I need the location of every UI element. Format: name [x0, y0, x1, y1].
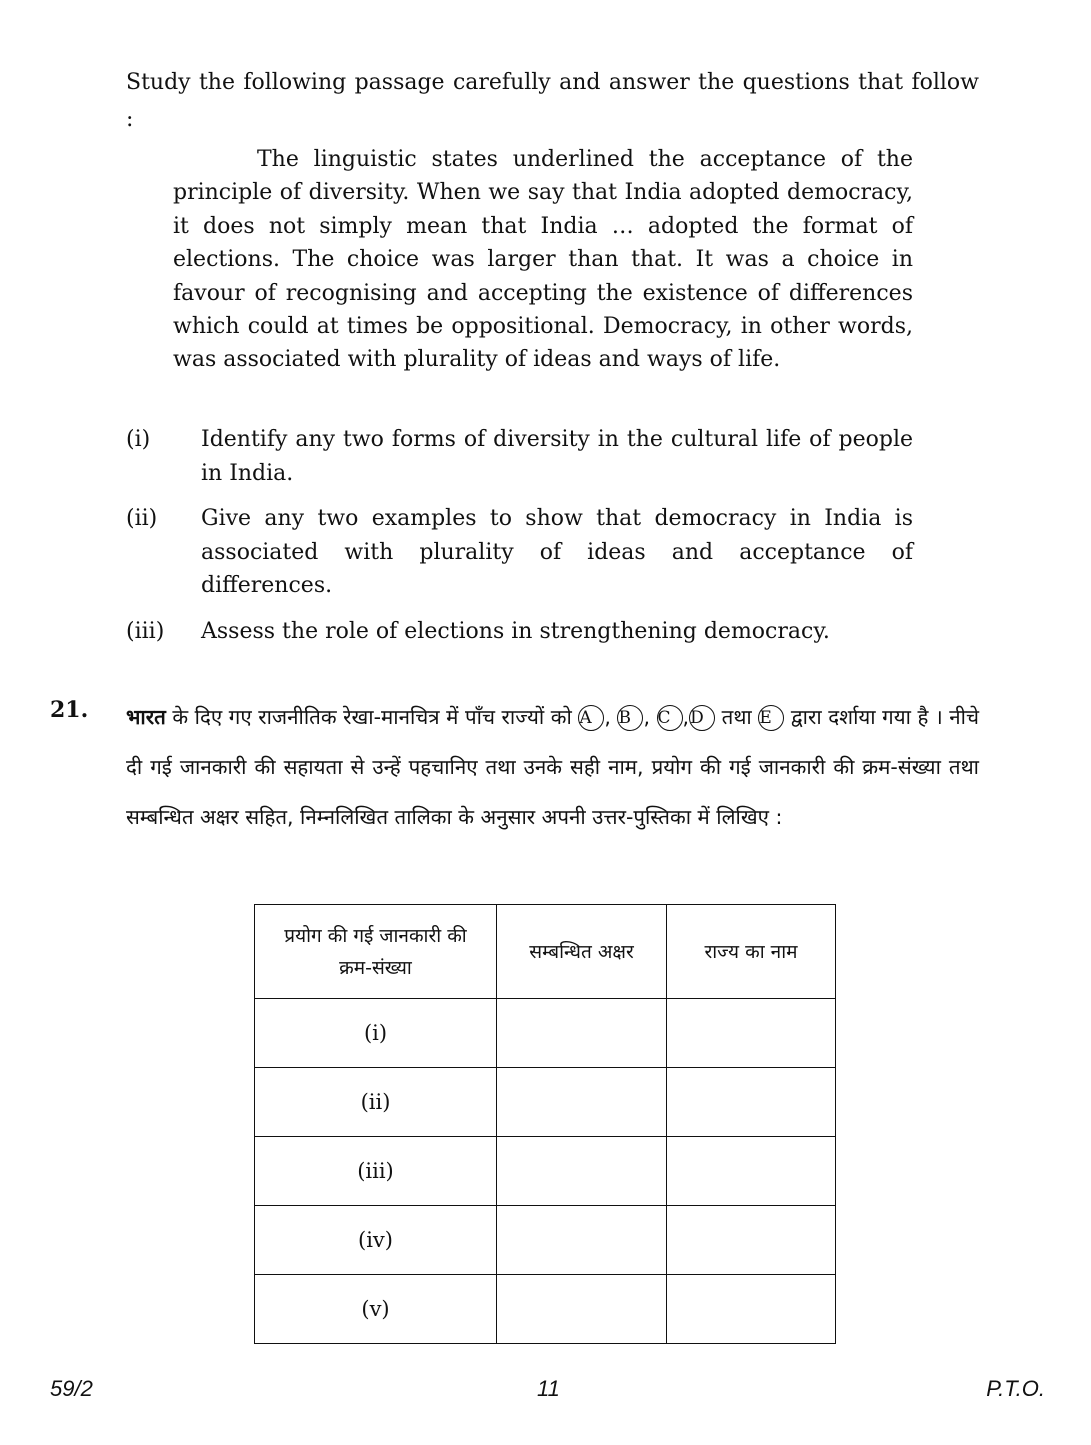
question-number: 21.: [50, 697, 89, 723]
passage: [173, 143, 913, 377]
table-row: [255, 1275, 836, 1344]
question-text-part: द्वारा दर्शाया गया है । नीचे दी गई जानकारी की सहायता से उन्हें पहचानिए तथा उनके सही नाम, प्रयोग की गई जानकारी की क्रम-संख्या तथा सम्बन्धित अक्षर सहित, निम्नलिखित तालिका के अनुसार अपनी उत्तर-पुस्तिका में लिखिए :: [126, 705, 979, 829]
subquestion-number: (iii): [126, 619, 165, 644]
passage-instruction: Study the following passage carefully and answer the questions that follow :: [126, 70, 979, 132]
row-state-cell: [667, 1068, 836, 1137]
question-text: [126, 692, 979, 842]
separator: ,: [682, 705, 690, 729]
header-text: प्रयोग की गई जानकारी की क्रम-संख्या: [284, 924, 467, 979]
table-row: [255, 999, 836, 1068]
row-serial: (i): [255, 999, 497, 1068]
circled-letter-a: A: [578, 705, 604, 731]
table-row: [255, 1206, 836, 1275]
subquestion-3: [126, 615, 913, 649]
subquestion-text: Give any two examples to show that democracy in India is associated with plurality of ideas and acceptance of differences.: [201, 506, 913, 598]
row-state-cell: [667, 1206, 836, 1275]
row-serial: (iv): [255, 1206, 497, 1275]
row-letter-cell: [497, 1206, 667, 1275]
row-state-cell: [667, 1137, 836, 1206]
table-header-row: [255, 905, 836, 999]
row-letter-cell: [497, 1068, 667, 1137]
table-row: [255, 1137, 836, 1206]
header-related-letter: सम्बन्धित अक्षर: [497, 905, 667, 999]
question-text-part: के दिए गए राजनीतिक रेखा-मानचित्र में पाँच राज्यों को: [165, 705, 579, 729]
separator: तथा: [715, 705, 759, 729]
footer-page-number: 11: [537, 1376, 560, 1401]
subquestion-number: (i): [126, 427, 151, 452]
row-letter-cell: [497, 1275, 667, 1344]
table-row: [255, 1068, 836, 1137]
row-serial: (v): [255, 1275, 497, 1344]
separator: ,: [604, 705, 618, 729]
subquestion-text: Assess the role of elections in strengthening democracy.: [201, 619, 830, 644]
circled-letter-e: E: [758, 705, 784, 731]
row-state-cell: [667, 999, 836, 1068]
row-serial: (iii): [255, 1137, 497, 1206]
subquestion-2: [126, 502, 913, 603]
subquestion-number: (ii): [126, 506, 158, 531]
header-state-name: राज्य का नाम: [667, 905, 836, 999]
subquestion-text: Identify any two forms of diversity in the cultural life of people in India.: [201, 427, 913, 486]
answer-table: [254, 904, 836, 1344]
footer-paper-code: 59/2: [50, 1376, 93, 1401]
row-letter-cell: [497, 999, 667, 1068]
row-serial: (ii): [255, 1068, 497, 1137]
circled-letter-d: D: [689, 705, 715, 731]
circled-letter-b: B: [617, 705, 643, 731]
circled-letter-c: C: [657, 705, 683, 731]
row-letter-cell: [497, 1137, 667, 1206]
row-state-cell: [667, 1275, 836, 1344]
header-info-serial: [255, 905, 497, 999]
passage-text: The linguistic states underlined the acceptance of the principle of diversity. When we say that India adopted democracy, it does not simply mean that India … adopted the format of elections. The choice was larger than that. It was a choice in favour of recognising and accepting the existence of differences which could at times be oppositional. Democracy, in other words, was associated with plurality of ideas and ways of life.: [173, 147, 913, 373]
separator: ,: [643, 705, 657, 729]
subquestion-1: [126, 423, 913, 490]
question-bold-word: भारत: [126, 705, 166, 729]
footer-pto: P.T.O.: [986, 1376, 1045, 1401]
question-21: [50, 692, 979, 842]
